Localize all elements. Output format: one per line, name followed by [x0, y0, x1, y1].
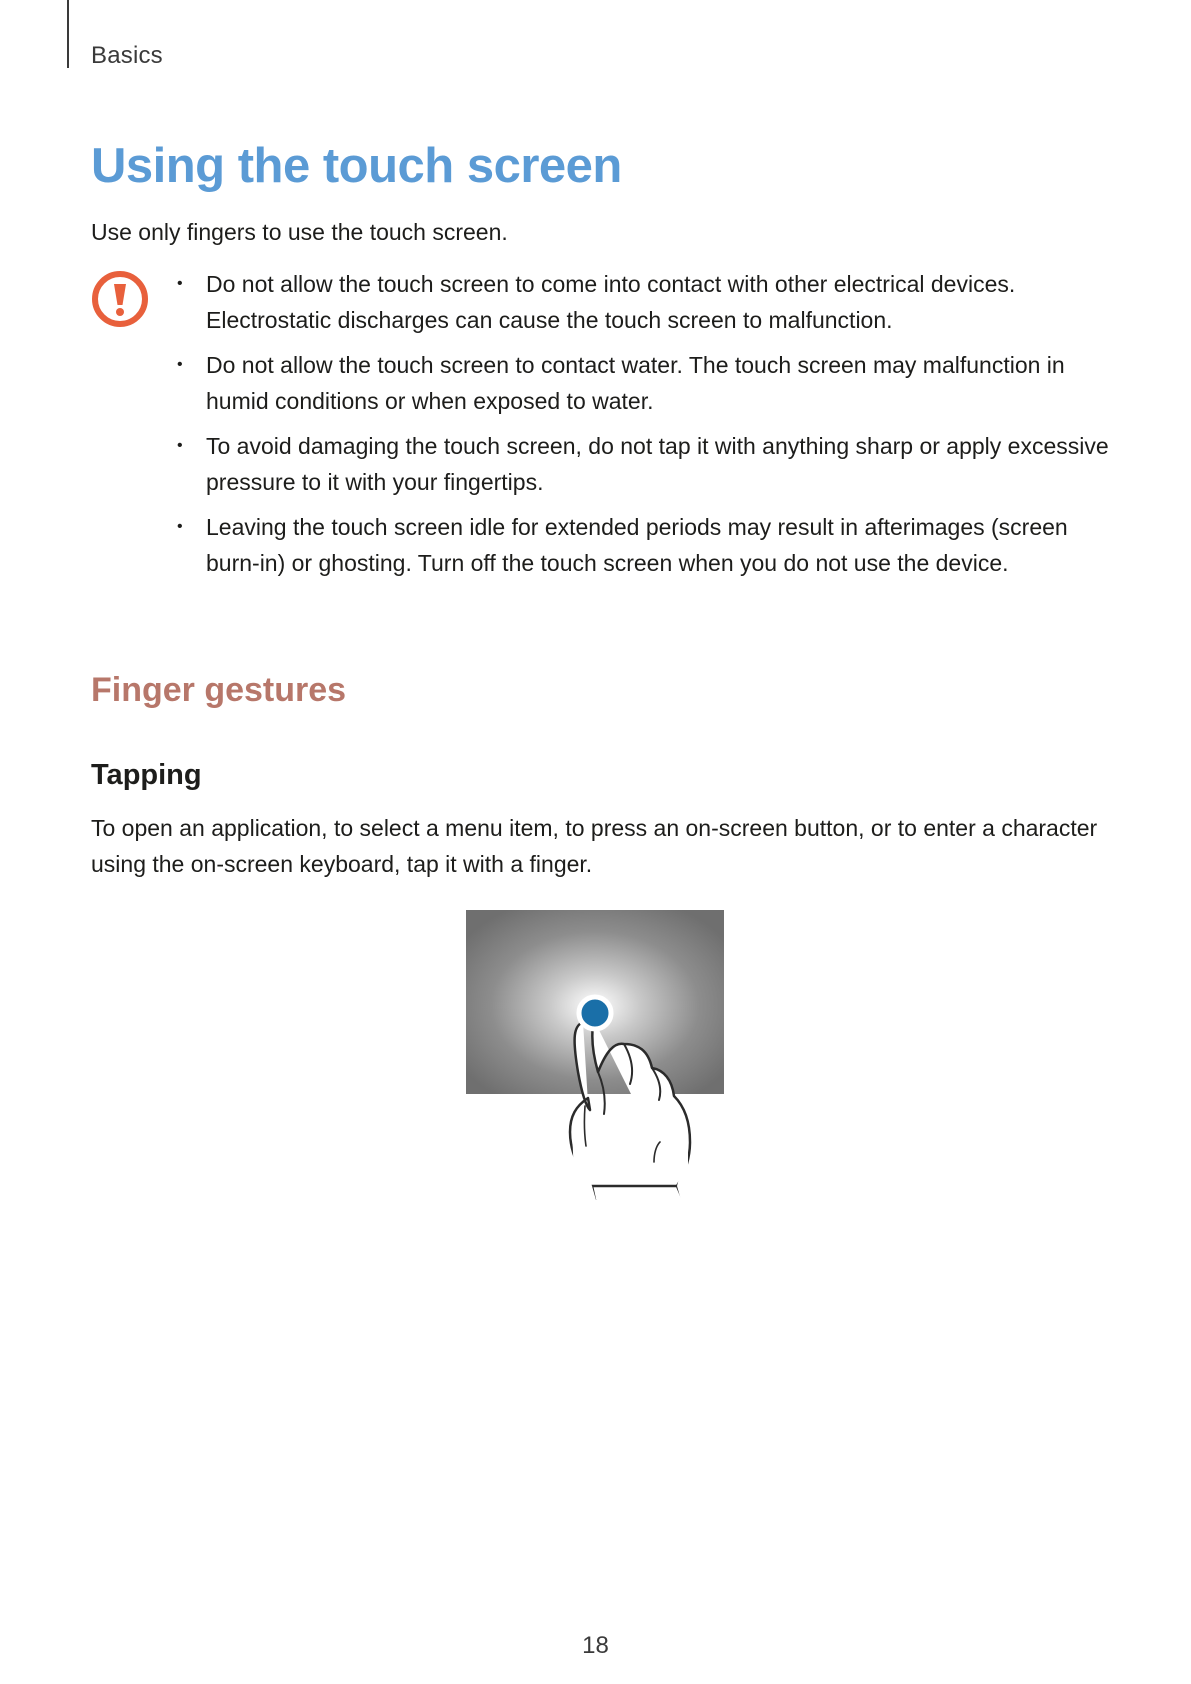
tap-gesture-illustration [466, 910, 726, 1200]
bullet: • [177, 518, 183, 535]
caution-item-text: Do not allow the touch screen to come into contact with other electrical devices. Electrostatic discharges can cause the touch screen to malfunction. [206, 271, 1016, 333]
caution-item [170, 266, 1110, 338]
caution-item [170, 509, 1110, 581]
finger-gestures-heading: Finger gestures [91, 671, 347, 709]
tapping-description: To open an application, to select a menu item, to press an on-screen button, or to enter a character using the on-screen keyboard, tap it with a finger. [91, 815, 1098, 877]
section-label: Basics [91, 42, 163, 69]
bullet: • [177, 437, 183, 454]
caution-item-text: Do not allow the touch screen to contact water. The touch screen may malfunction in humid conditions or when exposed to water. [206, 352, 1065, 414]
caution-item-text: Leaving the touch screen idle for extended periods may result in afterimages (screen burn-in) or ghosting. Turn off the touch screen when you do not use the device. [206, 514, 1068, 576]
caution-icon [90, 269, 150, 329]
header-rule [67, 0, 69, 68]
caution-item [170, 347, 1110, 419]
bullet: • [177, 356, 183, 373]
intro-text: Use only fingers to use the touch screen. [91, 219, 508, 245]
page-title: Using the touch screen [91, 139, 622, 193]
caution-item [170, 428, 1110, 500]
bullet: • [177, 275, 183, 292]
caution-item-text: To avoid damaging the touch screen, do not tap it with anything sharp or apply excessive pressure to it with your fingertips. [206, 433, 1109, 495]
touch-point [579, 997, 611, 1029]
tapping-heading: Tapping [91, 759, 202, 791]
page-number: 18 [582, 1632, 609, 1659]
caution-list [170, 266, 1110, 590]
